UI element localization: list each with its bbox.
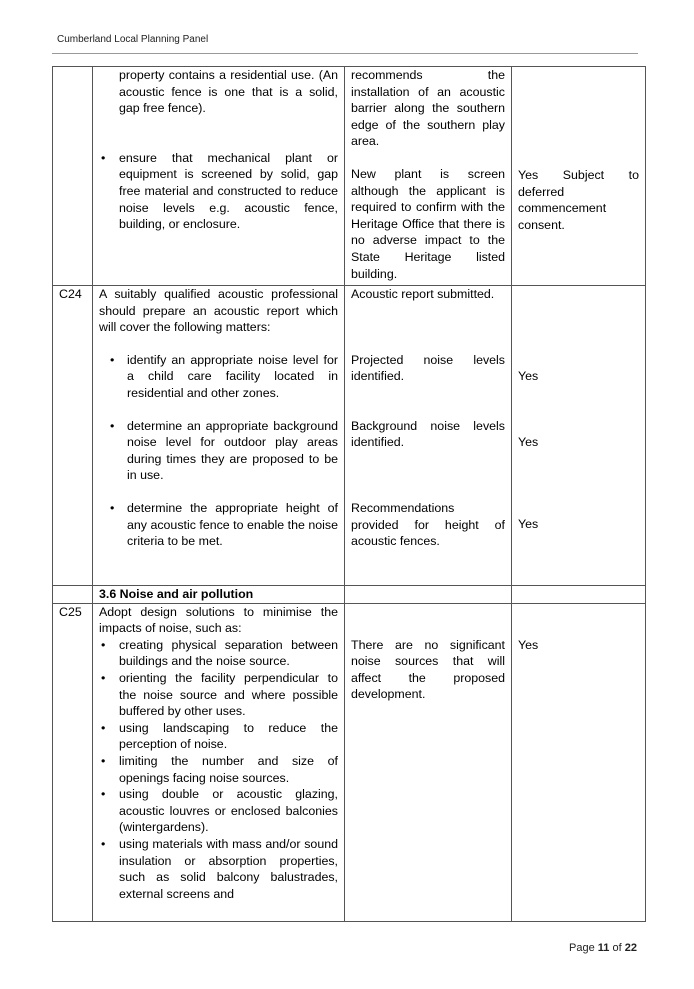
bullet: •	[101, 670, 106, 685]
table-row	[53, 286, 646, 586]
list-item	[99, 418, 338, 484]
bullet: •	[110, 500, 115, 515]
requirement-text: ensure that mechanical plant or equipment is screened by solid, gap free material and constructed to reduce noise levels e.g. acoustic fence, building, or enclosure.	[119, 150, 338, 232]
ref-cell: C25	[53, 603, 93, 921]
comment-text: Background noise levels identified.	[351, 418, 505, 450]
requirement-text: determine the appropriate height of any acoustic fence to enable the noise criteria to be met.	[127, 500, 338, 549]
requirement-text: property contains a residential use. (An acoustic fence is one that is a solid, gap free fence).	[119, 68, 338, 116]
comment-cell	[345, 67, 512, 286]
comment-cell	[345, 586, 512, 604]
list-item	[99, 836, 338, 902]
ref-cell	[53, 586, 93, 604]
compliance-cell	[512, 67, 646, 286]
list-item	[99, 352, 338, 402]
page-label: Page	[569, 942, 595, 954]
comment-text: recommends the installation of an acoustic barrier along the southern edge of the southern play area.	[351, 68, 505, 149]
requirement-text: determine an appropriate background noise level for outdoor play areas during times they are proposed to be in use.	[127, 418, 338, 483]
bullet: •	[101, 150, 106, 165]
compliance-table	[52, 66, 646, 922]
bullet: •	[101, 753, 106, 768]
compliance-cell	[512, 603, 646, 921]
requirement-text: using double or acoustic glazing, acoustic louvres or enclosed balconies (wintergardens).	[119, 787, 338, 835]
ref-cell: C24	[53, 286, 93, 586]
list-item	[99, 150, 338, 233]
bullet: •	[101, 720, 106, 735]
requirement-cell	[93, 603, 345, 921]
compliance-text: Yes	[518, 434, 539, 449]
compliance-cell	[512, 286, 646, 586]
list-item	[99, 500, 338, 550]
requirement-cell	[93, 67, 345, 286]
list-item	[99, 753, 338, 786]
requirement-text: creating physical separation between buildings and the noise source.	[119, 637, 338, 669]
comment-text: Projected noise levels identified.	[351, 352, 505, 384]
table-row	[53, 603, 646, 921]
comment-text: New plant is screen although the applicant is required to confirm with the Heritage Office that there is no adverse impact to the State Heritage listed building.	[351, 166, 505, 281]
requirement-text: limiting the number and size of openings facing noise sources.	[119, 753, 338, 785]
comment-text: Recommendations provided for height of acoustic fences.	[351, 500, 505, 549]
ref-cell	[53, 67, 93, 286]
requirement-text: identify an appropriate noise level for a child care facility located in residential and other zones.	[127, 352, 338, 400]
running-header: Cumberland Local Planning Panel	[57, 34, 209, 45]
section-heading: 3.6 Noise and air pollution	[93, 586, 345, 604]
comment-text: There are no significant noise sources that will affect the proposed development.	[351, 637, 505, 702]
requirement-text: Adopt design solutions to minimise the impacts of noise, such as:	[99, 604, 338, 636]
compliance-text: Yes Subject to deferred commencement consent.	[518, 168, 639, 232]
list-item	[99, 670, 338, 720]
comment-text: Acoustic report submitted.	[351, 287, 495, 301]
page-number	[569, 942, 637, 954]
requirement-text: A suitably qualified acoustic professional should prepare an acoustic report which will cover the following matters:	[99, 287, 338, 335]
bullet: •	[101, 787, 106, 802]
list-item	[99, 720, 338, 753]
header-rule	[52, 53, 638, 54]
page-current: 11	[597, 942, 610, 954]
table-row	[53, 67, 646, 286]
bullet: •	[101, 637, 106, 652]
requirement-cell	[93, 286, 345, 586]
compliance-text: Yes	[518, 517, 539, 532]
requirement-text: using landscaping to reduce the perception of noise.	[119, 720, 338, 752]
of-label: of	[612, 942, 622, 954]
bullet: •	[101, 836, 106, 851]
comment-cell	[345, 286, 512, 586]
list-item	[99, 786, 338, 836]
requirement-text: orienting the facility perpendicular to the noise source and where possible buffered by other uses.	[119, 670, 338, 719]
table-row	[53, 586, 646, 604]
compliance-text: Yes	[518, 637, 539, 652]
compliance-cell	[512, 586, 646, 604]
bullet: •	[110, 418, 115, 433]
page-total: 22	[624, 942, 637, 954]
compliance-text: Yes	[518, 369, 539, 383]
comment-cell	[345, 603, 512, 921]
bullet: •	[110, 352, 115, 367]
list-item	[99, 637, 338, 670]
requirement-text: using materials with mass and/or sound insulation or absorption properties, such as solid balcony balustrades, external screens and	[119, 836, 338, 901]
